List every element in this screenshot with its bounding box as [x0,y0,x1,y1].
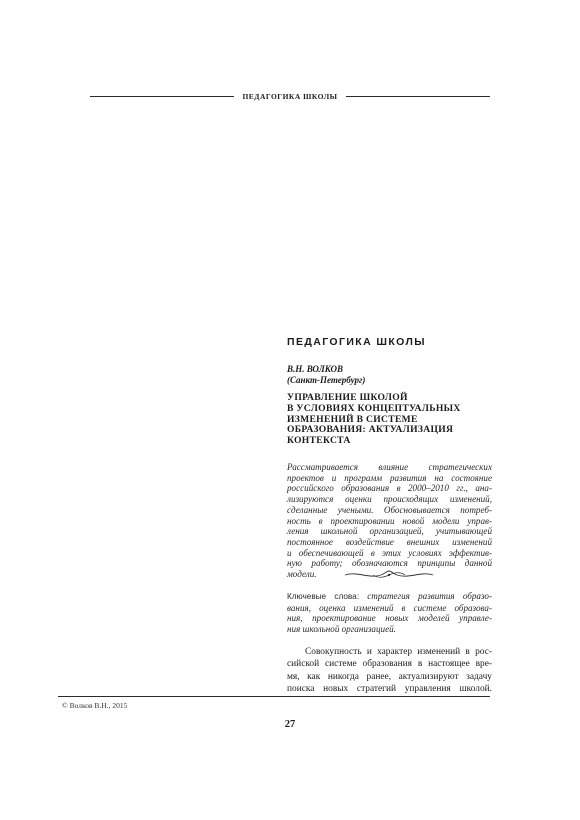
abstract-line: ность в проектировании новой модели управ- [287,515,492,526]
abstract-line: постоянное воздействие внешних изменений [287,536,492,547]
body-text [287,646,492,696]
abstract-line: российского образования в 2000–2010 гг., ана- [287,483,492,494]
title-line: ОБРАЗОВАНИЯ: АКТУАЛИЗАЦИЯ [287,424,454,436]
running-header-title: ПЕДАГОГИКА ШКОЛЫ [242,91,338,101]
abstract-line: Рассматривается влияние стратегических [287,462,492,472]
body-line: сийской системе образования в настоящее вре- [287,659,492,670]
header-rule-left [90,96,234,97]
body-line: мя, как никогда ранее, актуализируют задачу [287,671,492,682]
author-city: (Санкт-Петербург) [287,375,366,385]
abstract-line: лизируются оценки происходящих изменений, [287,494,492,505]
abstract-line: ления школьной организацией, учитывающей [287,526,492,537]
keywords-line: ния школьной организацией. [287,624,396,635]
abstract-line: ную работу; обозначаются принципы данной [287,558,492,569]
keywords-text: стратегия развития образо- [367,591,492,601]
title-line: В УСЛОВИЯХ КОНЦЕПТУАЛЬНЫХ [287,402,461,414]
section-heading: ПЕДАГОГИКА ШКОЛЫ [287,336,426,348]
keywords-line: ния, проектирование новых моделей управле- [287,613,492,624]
article-title [287,393,502,447]
title-line: КОНТЕКСТА [287,435,351,447]
header-rule-right [346,96,490,97]
author-block [287,364,492,386]
title-line: ИЗМЕНЕНИЙ В СИСТЕМЕ [287,413,418,425]
page-number: 27 [284,719,296,730]
abstract-line: модели. [287,569,317,580]
keywords-line: вания, оценка изменений в системе образова- [287,602,492,613]
running-header [90,91,490,101]
body-line: Совокупность и характер изменений в рос- [305,647,492,657]
footer-rule [58,696,490,697]
abstract-line: и обеспечивающей в этих условиях эффектив- [287,547,492,558]
copyright: © Волков В.Н., 2015 [62,701,128,710]
title-line: УПРАВЛЕНИЕ ШКОЛОЙ [287,392,408,403]
body-line: поиска новых стратегий управления школой. [287,684,492,695]
abstract-line: сделанные учеными. Обосновывается потреб- [287,504,492,515]
abstract [287,462,492,580]
keywords-label: Ключевые слова: [287,592,359,601]
author-name: В.Н. ВОЛКОВ [287,364,343,374]
abstract-line: проектов и программ развития на состояние [287,472,492,483]
ornament-divider-icon [343,568,435,582]
keywords [287,591,492,635]
